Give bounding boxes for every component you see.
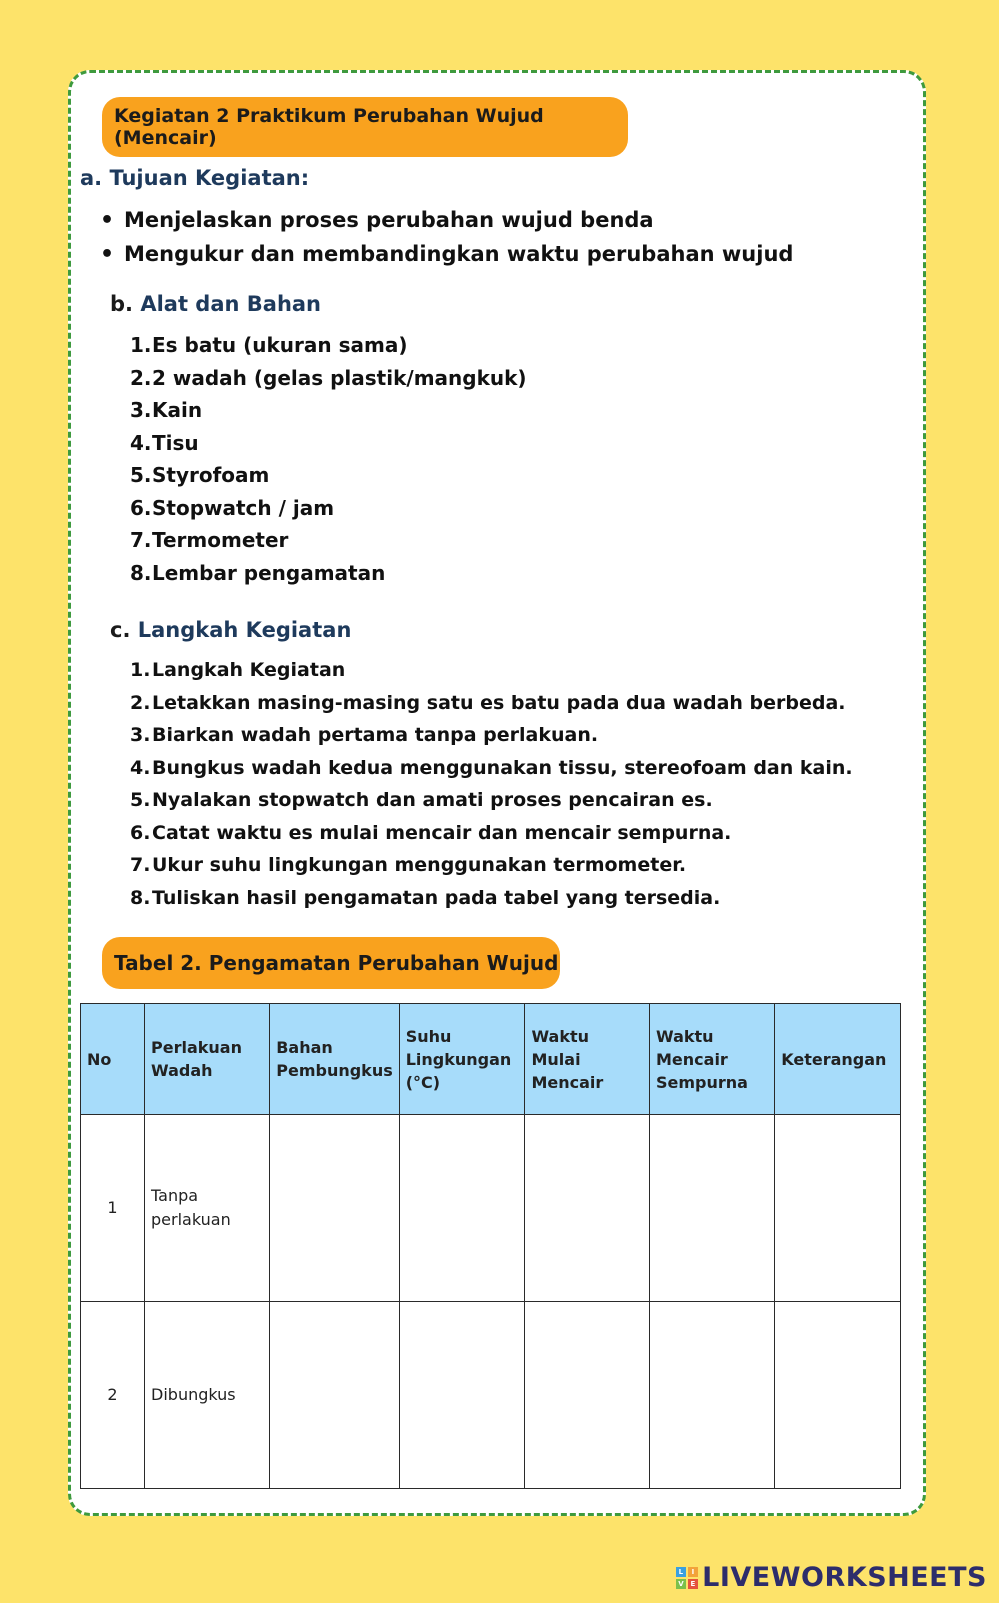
step-item: 2.Letakkan masing-masing satu es batu pada dua wadah berbeda. [130,691,846,714]
step-item: 6.Catat waktu es mulai mencair dan mencair sempurna. [130,821,732,844]
cell-perlakuan: Dibungkus [145,1302,270,1489]
materials-list [130,329,527,589]
step-item: 4.Bungkus wadah kedua menggunakan tissu, stereofoam dan kain. [130,756,853,779]
materials-prefix: b. [110,292,134,316]
material-item: 7.Termometer [130,528,289,552]
header-no: No [81,1004,145,1115]
materials-heading [110,292,321,316]
material-item: 1.Es batu (ukuran sama) [130,333,408,357]
step-item: 5.Nyalakan stopwatch dan amati proses pencairan es. [130,789,713,811]
material-item: 3.Kain [130,398,203,422]
cell-no: 2 [81,1302,145,1489]
steps-list [130,654,853,914]
objectives-label: Tujuan Kegiatan: [109,166,310,190]
header-waktu-mulai-mencair: Waktu Mulai Mencair [525,1004,650,1115]
brand-name: LIVEWORKSHEETS [702,1562,987,1593]
activity-title: Kegiatan 2 Praktikum Perubahan Wujud (Mencair) [102,97,628,157]
objectives-prefix: a. [80,166,103,190]
observation-table [80,1003,901,1489]
material-item: 4.Tisu [130,430,199,455]
cell-no: 1 [81,1115,145,1302]
cell-perlakuan: Tanpa perlakuan [145,1115,270,1302]
material-item: 8.Lembar pengamatan [130,560,386,585]
steps-heading [110,618,351,642]
objective-item: • Mengukur dan membandingkan waktu perubahan wujud [100,237,793,271]
steps-prefix: c. [110,618,131,642]
header-perlakuan-wadah: Perlakuan Wadah [145,1004,270,1115]
input-cell-waktu-mulai[interactable] [525,1115,650,1302]
input-cell-keterangan[interactable] [775,1302,901,1489]
input-cell-suhu[interactable] [399,1302,525,1489]
step-item: 3.Biarkan wadah pertama tanpa perlakuan. [130,724,599,746]
input-cell-waktu-mulai[interactable] [525,1302,650,1489]
header-suhu-lingkungan: Suhu Lingkungan (°C) [399,1004,525,1115]
header-keterangan: Keterangan [775,1004,901,1115]
table-row [81,1302,901,1489]
objective-item: • Menjelaskan proses perubahan wujud benda [100,203,793,237]
table-header-row [81,1004,901,1115]
input-cell-bahan[interactable] [270,1115,400,1302]
step-item: 8.Tuliskan hasil pengamatan pada tabel yang tersedia. [130,886,721,909]
table-title: Tabel 2. Pengamatan Perubahan Wujud [102,937,560,989]
input-cell-bahan[interactable] [270,1302,400,1489]
header-bahan-pembungkus: Bahan Pembungkus [270,1004,400,1115]
header-waktu-mencair-sempurna: Waktu Mencair Sempurna [650,1004,775,1115]
materials-label: Alat dan Bahan [140,292,322,316]
liveworksheets-logo-icon: L I V E [676,1567,698,1589]
table-row [81,1115,901,1302]
step-item: 7.Ukur suhu lingkungan menggunakan termometer. [130,854,687,876]
steps-label: Langkah Kegiatan [137,618,352,642]
material-item: 6.Stopwatch / jam [130,495,335,520]
liveworksheets-brand[interactable] [676,1562,987,1593]
input-cell-waktu-sempurna[interactable] [650,1302,775,1489]
input-cell-waktu-sempurna[interactable] [650,1115,775,1302]
input-cell-suhu[interactable] [399,1115,525,1302]
step-item: 1.Langkah Kegiatan [130,659,346,681]
objectives-list [100,203,793,271]
material-item: 5.Styrofoam [130,463,270,487]
material-item: 2.2 wadah (gelas plastik/mangkuk) [130,365,527,390]
objectives-heading [80,166,309,190]
input-cell-keterangan[interactable] [775,1115,901,1302]
